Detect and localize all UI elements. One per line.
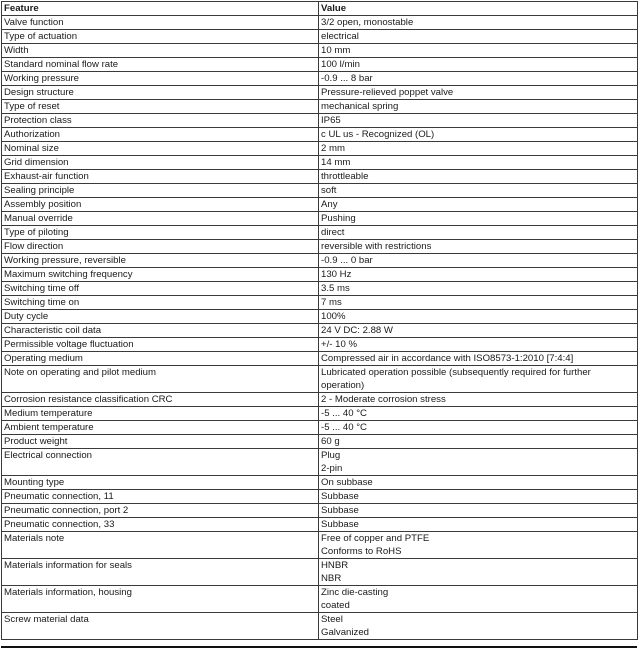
value-cell (319, 170, 638, 184)
value-cell (319, 296, 638, 310)
value-cell (319, 86, 638, 100)
value-line: -5 ... 40 °C (321, 422, 367, 433)
value-cell (319, 44, 638, 58)
feature-cell: Corrosion resistance classification CRC (2, 393, 319, 407)
value-cell (319, 310, 638, 324)
table-row (2, 128, 638, 142)
column-header-feature: Feature (2, 2, 319, 16)
value-line: Lubricated operation possible (subsequently required for further (321, 367, 591, 378)
value-line: electrical (321, 31, 359, 42)
feature-cell: Protection class (2, 114, 319, 128)
value-line: Zinc die-casting (321, 587, 389, 598)
feature-cell: Manual override (2, 212, 319, 226)
table-row (2, 407, 638, 421)
feature-cell: Exhaust-air function (2, 170, 319, 184)
feature-cell: Type of actuation (2, 30, 319, 44)
value-cell (319, 16, 638, 30)
table-row (2, 226, 638, 240)
value-line: 3/2 open, monostable (321, 17, 414, 28)
table-row (2, 100, 638, 114)
value-line: 7 ms (321, 297, 342, 308)
value-line: Subbase (321, 505, 359, 516)
value-cell (319, 184, 638, 198)
feature-cell: Type of piloting (2, 226, 319, 240)
value-line: soft (321, 185, 337, 196)
value-line: On subbase (321, 477, 373, 488)
feature-cell: Materials information for seals (2, 559, 319, 586)
value-cell (319, 613, 638, 640)
feature-cell: Switching time on (2, 296, 319, 310)
table-row (2, 366, 638, 393)
value-line: coated (321, 600, 350, 611)
feature-cell: Materials information, housing (2, 586, 319, 613)
feature-cell: Nominal size (2, 142, 319, 156)
value-line: 100% (321, 311, 346, 322)
feature-cell: Note on operating and pilot medium (2, 366, 319, 393)
table-row (2, 504, 638, 518)
value-cell (319, 586, 638, 613)
value-line: -5 ... 40 °C (321, 408, 367, 419)
feature-cell: Pneumatic connection, 33 (2, 518, 319, 532)
feature-cell: Type of reset (2, 100, 319, 114)
value-cell (319, 518, 638, 532)
table-row (2, 44, 638, 58)
table-row (2, 212, 638, 226)
value-line: 60 g (321, 436, 340, 447)
column-header-value: Value (319, 2, 638, 16)
value-cell (319, 393, 638, 407)
value-line: 130 Hz (321, 269, 352, 280)
feature-cell: Working pressure (2, 72, 319, 86)
table-row (2, 58, 638, 72)
table-row (2, 268, 638, 282)
value-cell (319, 114, 638, 128)
table-row (2, 613, 638, 640)
value-line: Any (321, 199, 338, 210)
feature-cell: Authorization (2, 128, 319, 142)
value-line: Galvanized (321, 627, 369, 638)
value-line: Steel (321, 614, 343, 625)
feature-cell: Characteristic coil data (2, 324, 319, 338)
table-row (2, 559, 638, 586)
value-line: Pressure-relieved poppet valve (321, 87, 454, 98)
value-line: 2-pin (321, 463, 343, 474)
table-row (2, 586, 638, 613)
value-cell (319, 559, 638, 586)
table-row (2, 72, 638, 86)
feature-cell: Product weight (2, 435, 319, 449)
value-cell (319, 128, 638, 142)
table-row (2, 184, 638, 198)
table-row (2, 198, 638, 212)
value-line: NBR (321, 573, 342, 584)
value-line: Conforms to RoHS (321, 546, 402, 557)
table-header-row (2, 2, 638, 16)
value-line: Subbase (321, 519, 359, 530)
value-cell (319, 407, 638, 421)
table-row (2, 30, 638, 44)
value-cell (319, 142, 638, 156)
value-cell (319, 198, 638, 212)
table-row (2, 338, 638, 352)
value-line: reversible with restrictions (321, 241, 432, 252)
value-cell (319, 490, 638, 504)
table-row (2, 393, 638, 407)
value-cell (319, 58, 638, 72)
value-cell (319, 72, 638, 86)
table-row (2, 170, 638, 184)
value-cell (319, 366, 638, 393)
value-line: IP65 (321, 115, 341, 126)
value-cell (319, 476, 638, 490)
table-body (2, 16, 638, 640)
feature-cell: Design structure (2, 86, 319, 100)
table-row (2, 240, 638, 254)
value-line: Free of copper and PTFE (321, 533, 430, 544)
value-cell (319, 338, 638, 352)
table-row (2, 476, 638, 490)
value-cell (319, 240, 638, 254)
feature-cell: Materials note (2, 532, 319, 559)
feature-cell: Maximum switching frequency (2, 268, 319, 282)
value-cell (319, 30, 638, 44)
value-line: 100 l/min (321, 59, 360, 70)
feature-cell: Grid dimension (2, 156, 319, 170)
feature-cell: Mounting type (2, 476, 319, 490)
value-line: Plug (321, 450, 341, 461)
value-line: direct (321, 227, 345, 238)
value-cell (319, 324, 638, 338)
value-line: +/- 10 % (321, 339, 357, 350)
value-line: Pushing (321, 213, 356, 224)
value-line: Compressed air in accordance with ISO8573-1:2010 [7:4:4] (321, 353, 574, 364)
value-line: -0.9 ... 0 bar (321, 255, 373, 266)
table-row (2, 532, 638, 559)
value-cell (319, 268, 638, 282)
table-row (2, 282, 638, 296)
value-cell (319, 532, 638, 559)
feature-cell: Ambient temperature (2, 421, 319, 435)
feature-cell: Permissible voltage fluctuation (2, 338, 319, 352)
feature-cell: Sealing principle (2, 184, 319, 198)
value-line: c UL us - Recognized (OL) (321, 129, 435, 140)
value-line: 2 - Moderate corrosion stress (321, 394, 446, 405)
table-row (2, 156, 638, 170)
feature-cell: Operating medium (2, 352, 319, 366)
table-row (2, 449, 638, 476)
value-line: 24 V DC: 2.88 W (321, 325, 393, 336)
value-cell (319, 421, 638, 435)
specification-table (1, 1, 638, 640)
table-bottom-rule (1, 646, 637, 648)
value-line: operation) (321, 380, 365, 391)
value-line: 2 mm (321, 143, 345, 154)
value-line: -0.9 ... 8 bar (321, 73, 373, 84)
value-cell (319, 449, 638, 476)
table-row (2, 296, 638, 310)
value-line: 3.5 ms (321, 283, 350, 294)
value-cell (319, 226, 638, 240)
table-row (2, 142, 638, 156)
feature-cell: Flow direction (2, 240, 319, 254)
feature-cell: Electrical connection (2, 449, 319, 476)
feature-cell: Switching time off (2, 282, 319, 296)
feature-cell: Pneumatic connection, 11 (2, 490, 319, 504)
value-line: throttleable (321, 171, 369, 182)
table-row (2, 86, 638, 100)
value-line: mechanical spring (321, 101, 399, 112)
table-row (2, 352, 638, 366)
feature-cell: Working pressure, reversible (2, 254, 319, 268)
table-row (2, 518, 638, 532)
value-cell (319, 282, 638, 296)
feature-cell: Standard nominal flow rate (2, 58, 319, 72)
table-row (2, 421, 638, 435)
feature-cell: Width (2, 44, 319, 58)
value-line: HNBR (321, 560, 349, 571)
value-cell (319, 156, 638, 170)
table-row (2, 324, 638, 338)
table-row (2, 16, 638, 30)
feature-cell: Duty cycle (2, 310, 319, 324)
value-cell (319, 212, 638, 226)
table-row (2, 114, 638, 128)
table-row (2, 254, 638, 268)
value-line: 14 mm (321, 157, 351, 168)
table-row (2, 435, 638, 449)
value-cell (319, 100, 638, 114)
table-row (2, 310, 638, 324)
feature-cell: Screw material data (2, 613, 319, 640)
feature-cell: Pneumatic connection, port 2 (2, 504, 319, 518)
feature-cell: Assembly position (2, 198, 319, 212)
value-line: Subbase (321, 491, 359, 502)
value-line: 10 mm (321, 45, 351, 56)
value-cell (319, 254, 638, 268)
feature-cell: Medium temperature (2, 407, 319, 421)
value-cell (319, 504, 638, 518)
feature-cell: Valve function (2, 16, 319, 30)
value-cell (319, 435, 638, 449)
value-cell (319, 352, 638, 366)
table-row (2, 490, 638, 504)
